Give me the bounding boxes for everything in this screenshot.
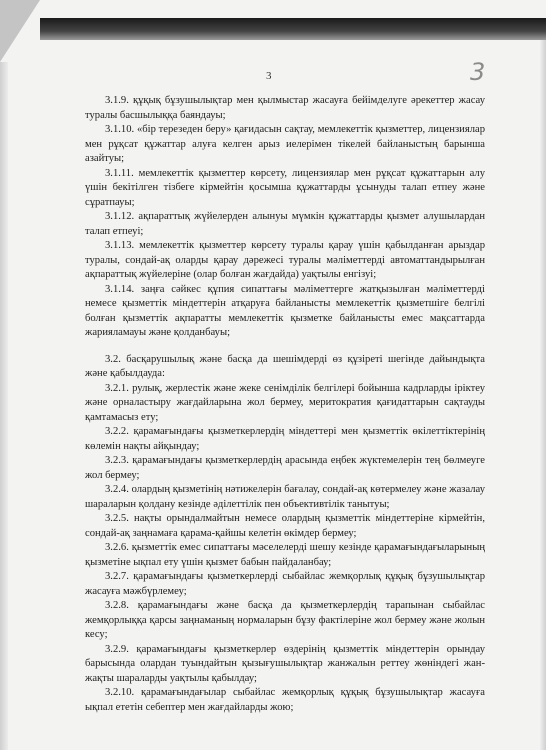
clause-text: қарамағындағы қызметкерлерді сыбайлас жемқорлық құқық бұзушылықтар жасауға мәжбүрлемеу; <box>85 571 485 597</box>
clause-number: 3.2.2. <box>105 426 129 437</box>
clause-paragraph <box>85 210 485 239</box>
clause-paragraph <box>85 425 485 454</box>
clause-text: басқарушылық және басқа да шешімдерді өз құзіреті шегінде дайындықта және қабылдауда: <box>85 353 485 379</box>
clause-paragraph <box>85 599 485 643</box>
page-right-edge <box>540 40 546 750</box>
clause-paragraph <box>85 94 485 123</box>
clause-paragraph <box>85 123 485 167</box>
clause-paragraph <box>85 167 485 211</box>
clause-paragraph <box>85 382 485 426</box>
page-left-edge <box>0 62 8 750</box>
clause-number: 3.2.6. <box>105 542 129 553</box>
clause-number: 3.1.14. <box>105 283 135 295</box>
clause-text: қарамағындағы және басқа да қызметкерлердің тарапынан сыбайлас жемқорлыққа қарсы заңнаманың нормаларын бұзу фактілеріне жол бермеу және жолын кесу; <box>85 600 485 640</box>
clause-number: 3.1.10. <box>105 124 135 135</box>
clause-paragraph <box>85 643 485 687</box>
clause-number: 3.1.9. <box>105 95 129 106</box>
clause-text: құқық бұзушылықтар мен қылмыстар жасауға бейімделуге әрекеттер жасау туралы басшылыққа баяндауы; <box>85 95 485 121</box>
page-number: 3 <box>266 70 272 82</box>
clause-text: мемлекеттік қызметтер көрсету туралы қарау үшін қабылданған арыздар туралы, сондай-ақ оларды қарау дәрежесі туралы мәліметтерді автоматтандырылған ақпараттық жүйелеріне (олар болған жағдайда) уақтылы енгізуі; <box>85 240 485 280</box>
clause-number: 3.2.1. <box>105 382 129 394</box>
clause-text: ақпараттық жүйелерден алынуы мүмкін құжаттарды қызмет алушылардан талап етпеуі; <box>85 211 486 237</box>
clause-text: олардың қызметінің нәтижелерін бағалау, сондай-ақ көтермелеу және жазалау шараларын қолдану кезінде әділеттілік пен объективтілік танытуы; <box>85 484 485 510</box>
clause-text: қарамағындағы қызметкерлердің міндеттері мен қызметтік өкілеттіктерінің көлемін нақты айқындау; <box>85 426 486 452</box>
clause-text: заңға сәйкес құпия сипаттағы мәліметтерге жатқызылған мәліметтерді немесе қызметтік міндеттерін атқаруға байланысты мемлекеттік қызметшіге белгілі болған қызметтік ақпаратты мемлекеттік қызметке байланысты емес мақсаттарда жарияламауы және қолданбауы; <box>85 283 485 338</box>
clause-paragraph <box>85 570 485 599</box>
clause-paragraph <box>85 512 485 541</box>
clause-number: 3.2.4. <box>105 484 129 495</box>
clause-paragraph <box>85 686 485 715</box>
clause-paragraph <box>85 239 485 283</box>
clause-number: 3.2.5. <box>105 513 129 524</box>
clause-number: 3.2.9. <box>105 643 129 655</box>
clause-text: қарамағындағылар сыбайлас жемқорлық құқық бұзушылықтар жасауға ықпал ететін себептер мен жағдайларды жою; <box>85 687 485 713</box>
clause-number: 3.2.3. <box>105 455 129 466</box>
clause-paragraph <box>85 454 485 483</box>
clause-text: нақты орындалмайтын немесе олардың қызметтік міндеттеріне кірмейтін, сондай-ақ заңнамаға қарама-қайшы келетін өкімдер бермеу; <box>85 513 485 539</box>
clause-paragraph <box>85 541 485 570</box>
clause-paragraph <box>85 353 485 382</box>
clause-text: «бір терезеден беру» қағидасын сақтау, мемлекеттік қызметтер, лицензиялар мен рұқсат құжаттар алуға келген арыз иелерімен тікелей байланыстың барынша азайтуы; <box>85 124 485 164</box>
clause-number: 3.1.11. <box>105 167 134 179</box>
clause-number: 3.2. <box>105 353 121 365</box>
clause-number: 3.1.12. <box>105 211 135 222</box>
clause-number: 3.2.7. <box>105 571 129 582</box>
clause-paragraph <box>85 283 485 341</box>
clause-text: рулық, жерлестік және жеке сенімділік белгілері бойынша кадрларды іріктеу және орналастыру жағдайларына жол бермеу, меритократия қағидаттарын сақтауды қамтамасыз ету; <box>85 382 485 423</box>
clause-number: 3.2.8. <box>105 600 129 611</box>
clause-number: 3.2.10. <box>105 687 135 698</box>
clause-text: қарамағындағы қызметкерлер өздерінің қызметтік міндеттерін орындау барысында олардан туындайтын қызығушылықтар жанжалын реттеу жөніндегі жан-жақты шараларды уақтылы қабылдау; <box>85 643 485 684</box>
clause-paragraph <box>85 483 485 512</box>
clause-text: қызметтік емес сипаттағы мәселелерді шешу кезінде қарамағындағыларының қызметіне ықпал ету үшін қызмет бабын пайдаланбау; <box>85 542 486 568</box>
document-body <box>85 94 485 715</box>
clause-text: мемлекеттік қызметтер көрсету, лицензиялар мен рұқсат құжаттарын алу үшін бекітілген тізбеге кірмейтін қосымша құжаттарды ұсынуды талап етпеу және сұратпауы; <box>85 167 486 208</box>
folded-corner <box>0 0 40 62</box>
handwritten-page-number: 3 <box>470 58 486 86</box>
scan-shadow-band <box>40 18 546 40</box>
clause-number: 3.1.13. <box>105 240 135 251</box>
clause-text: қарамағындағы қызметкерлердің арасында еңбек жүктемелерін тең бөлмеуге жол бермеу; <box>85 455 485 481</box>
